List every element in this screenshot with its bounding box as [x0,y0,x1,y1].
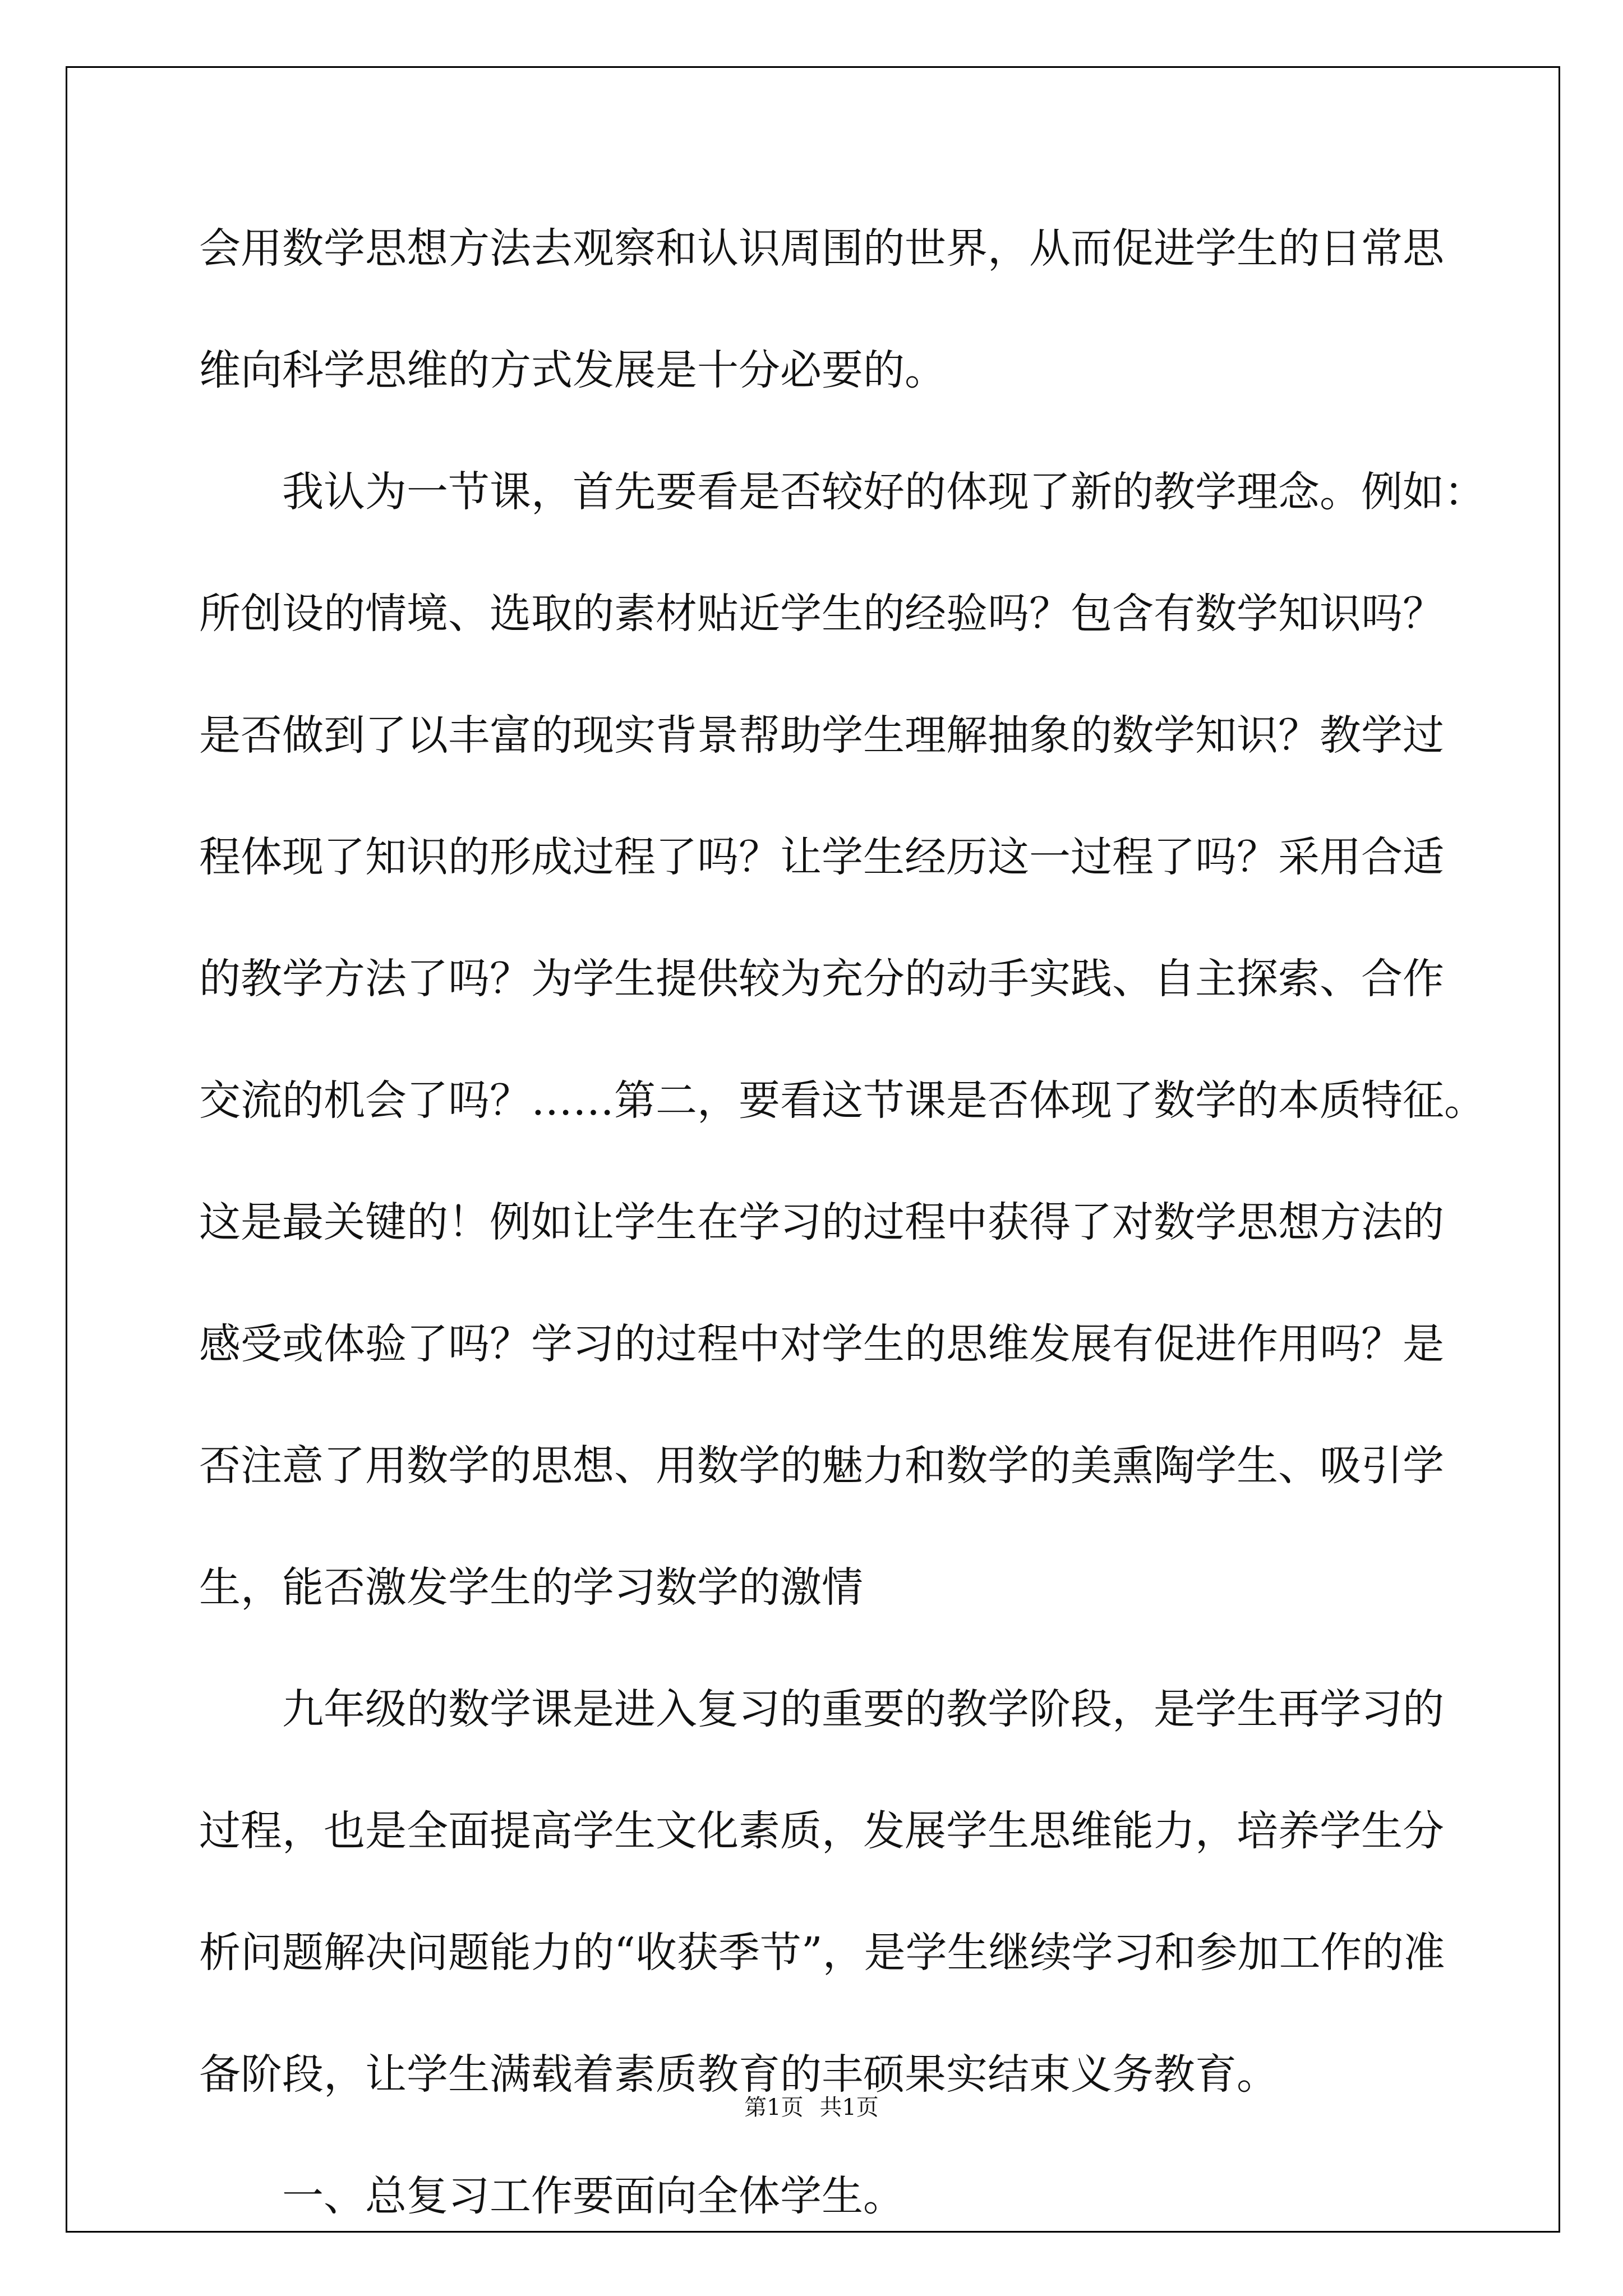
text-line: 的教学方法了吗？为学生提供较为充分的动手实践、自主探索、合作 [199,955,1444,1003]
text-line: 交流的机会了吗？……第二，要看这节课是否体现了数学的本质特征。 [199,1076,1486,1125]
text-line: 是否做到了以丰富的现实背景帮助学生理解抽象的数学知识？教学过 [199,711,1444,760]
text-line: 备阶段，让学生满载着素质教育的丰硕果实结束义务教育。 [199,2050,1278,2099]
text-line: 所创设的情境、选取的素材贴近学生的经验吗？包含有数学知识吗？ [199,590,1444,638]
text-line: 一、总复习工作要面向全体学生。 [282,2172,905,2220]
page-number: 第1页 [744,2095,804,2120]
text-line: 这是最关键的！例如让学生在学习的过程中获得了对数学思想方法的 [199,1198,1444,1246]
text-line: 析问题解决问题能力的“收获季节”，是学生继续学习和参加工作的准 [199,1929,1445,1977]
text-line: 感受或体验了吗？学习的过程中对学生的思维发展有促进作用吗？是 [199,1320,1444,1368]
page-footer [0,2090,1623,2122]
text-line: 否注意了用数学的思想、用数学的魅力和数学的美熏陶学生、吸引学 [199,1442,1444,1490]
text-line: 九年级的数学课是进入复习的重要的教学阶段，是学生再学习的 [282,1685,1444,1733]
document-body [199,188,1486,2257]
text-line: 程体现了知识的形成过程了吗？让学生经历这一过程了吗？采用合适 [199,833,1444,881]
text-line: 生，能否激发学生的学习数学的激情 [199,1563,863,1612]
text-line: 我认为一节课，首先要看是否较好的体现了新的教学理念。例如： [282,468,1486,516]
text-line: 过程，也是全面提高学生文化素质，发展学生思维能力，培养学生分 [199,1807,1444,1855]
text-line: 会用数学思想方法去观察和认识周围的世界，从而促进学生的日常思 [199,224,1444,273]
text-line: 维向科学思维的方式发展是十分必要的。 [199,346,946,394]
page-total: 共1页 [819,2095,879,2120]
